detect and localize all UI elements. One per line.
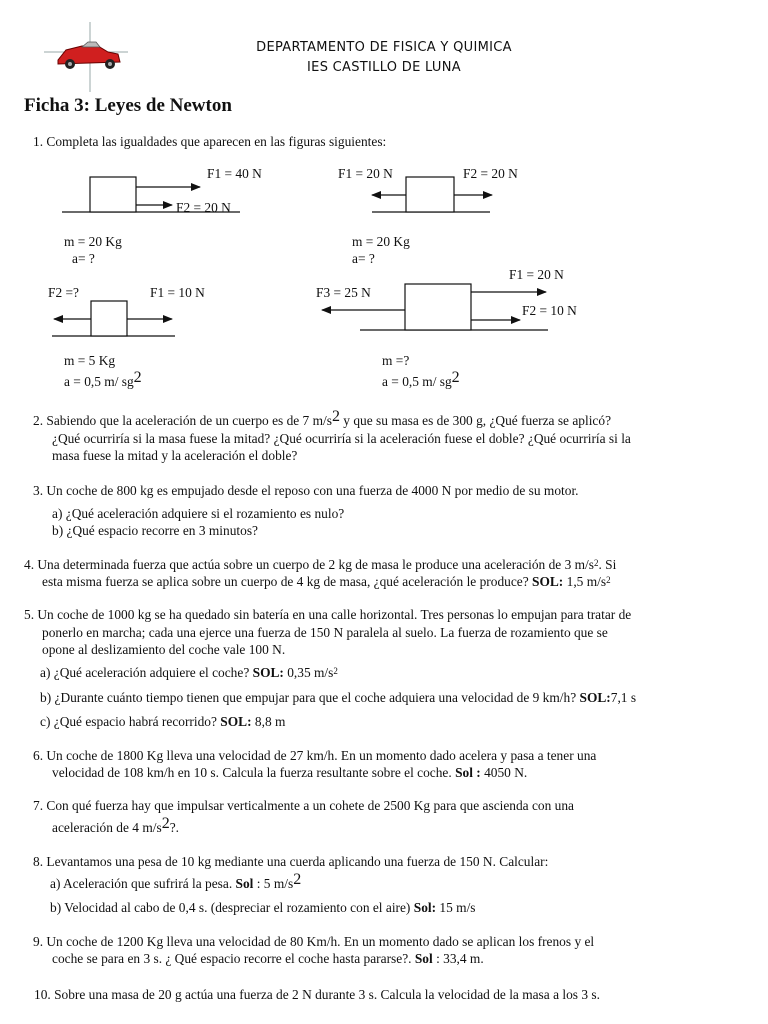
fig2-accel: a= ? (352, 251, 375, 266)
q3-line1: 3. Un coche de 800 kg es empujado desde el reposo con una fuerza de 4000 N por medio de su motor. (33, 483, 579, 498)
q2-line2: ¿Qué ocurriría si la masa fuese la mitad? ¿Qué ocurriría si la aceleración fuese el doble? ¿Qué ocurriría si la (52, 431, 631, 446)
q1-prompt: 1. Completa las igualdades que aparecen en las figuras siguientes: (33, 134, 387, 149)
q6-line1: 6. Un coche de 1800 Kg lleva una velocidad de 27 km/h. En un momento dado acelera y pasa a tener una (33, 748, 597, 763)
q4-line2: esta misma fuerza se aplica sobre un cuerpo de 4 kg de masa, ¿qué aceleración le produce? SOL: 1,5 $m/s^2$ (42, 574, 611, 589)
q10-line1: 10. Sobre una masa de 20 g actúa una fuerza de 2 N durante 3 s. Calcula la velocidad de la masa a los 3 s. (34, 987, 600, 1002)
q7-line2: aceleración de 4 m/s2?. (52, 815, 179, 835)
q5-part-b: b) ¿Durante cuánto tiempo tienen que empujar para que el coche adquiera una velocidad de 9 km/h? SOL:7,1 s (40, 690, 637, 705)
fig3-f1: F1 = 10 N (150, 285, 205, 300)
force-diagrams (0, 0, 768, 400)
fig1-f1: F1 = 40 N (207, 166, 262, 181)
q4-line1: 4. Una determinada fuerza que actúa sobre un cuerpo de 2 kg de masa le produce una aceleración de 3 $m/s^2$. Si (24, 557, 617, 572)
q2-line3: masa fuese la mitad y la aceleración el doble? (52, 448, 298, 463)
q5-line3: opone al deslizamiento del coche vale 100 N. (42, 642, 286, 657)
fig4-mass: m =? (382, 353, 410, 368)
q5-line2: ponerlo en marcha; cada una ejerce una fuerza de 150 N paralela al suelo. La fuerza de rozamiento que se (42, 625, 608, 640)
fig1-accel: a= ? (72, 251, 95, 266)
q6-line2: velocidad de 108 km/h en 10 s. Calcula la fuerza resultante sobre el coche. Sol : 4050 N. (52, 765, 528, 780)
fig2-f2: F2 = 20 N (463, 166, 518, 181)
page-title: Ficha 3: Leyes de Newton (24, 95, 232, 116)
q3-part-a: a) ¿Qué aceleración adquiere si el rozamiento es nulo? (52, 506, 345, 521)
q9-line2: coche se para en 3 s. ¿ Qué espacio recorre el coche hasta pararse?. Sol : 33,4 m. (52, 951, 484, 966)
figure-2 (372, 177, 492, 212)
fig4-f2: F2 = 10 N (522, 303, 577, 318)
q7-line1: 7. Con qué fuerza hay que impulsar verticalmente a un cohete de 2500 Kg para que ascienda con una (33, 798, 574, 813)
school-heading: IES CASTILLO DE LUNA (307, 60, 461, 75)
fig3-mass: m = 5 Kg (64, 353, 116, 368)
fig2-mass: m = 20 Kg (352, 234, 410, 249)
q8-part-a: a) Aceleración que sufrirá la pesa. Sol : 5 m/s2 (50, 871, 302, 891)
q9-line1: 9. Un coche de 1200 Kg lleva una velocidad de 80 Km/h. En un momento dado se aplican los frenos y el (33, 934, 595, 949)
fig4-f3: F3 = 25 N (316, 285, 371, 300)
fig4-accel: a = 0,5 m/ sg2 (382, 369, 460, 389)
fig1-f2: F2 = 20 N (176, 200, 231, 215)
figure-3 (52, 301, 175, 336)
q5-part-a: a) ¿Qué aceleración adquiere el coche? SOL: 0,35 $m/s^2$ (40, 665, 338, 680)
fig4-f1: F1 = 20 N (509, 267, 564, 282)
fig2-f1: F1 = 20 N (338, 166, 393, 181)
fig3-f2: F2 =? (48, 285, 79, 300)
fig3-accel: a = 0,5 m/ sg2 (64, 369, 142, 389)
q8-part-b: b) Velocidad al cabo de 0,4 s. (despreciar el rozamiento con el aire) Sol: 15 m/s (50, 900, 476, 915)
q3-part-b: b) ¿Qué espacio recorre en 3 minutos? (52, 523, 258, 538)
department-heading: DEPARTAMENTO DE FISICA Y QUIMICA (256, 40, 512, 55)
q5-part-c: c) ¿Qué espacio habrá recorrido? SOL: 8,8 m (40, 714, 286, 729)
q2-line1: 2. Sabiendo que la aceleración de un cuerpo es de 7 m/s2 y que su masa es de 300 g, ¿Qué fuerza se aplicó? (33, 408, 612, 428)
fig1-mass: m = 20 Kg (64, 234, 122, 249)
q8-line1: 8. Levantamos una pesa de 10 kg mediante una cuerda aplicando una fuerza de 150 N. Calcular: (33, 854, 549, 869)
q5-line1: 5. Un coche de 1000 kg se ha quedado sin batería en una calle horizontal. Tres personas lo empujan para tratar de (24, 607, 632, 622)
